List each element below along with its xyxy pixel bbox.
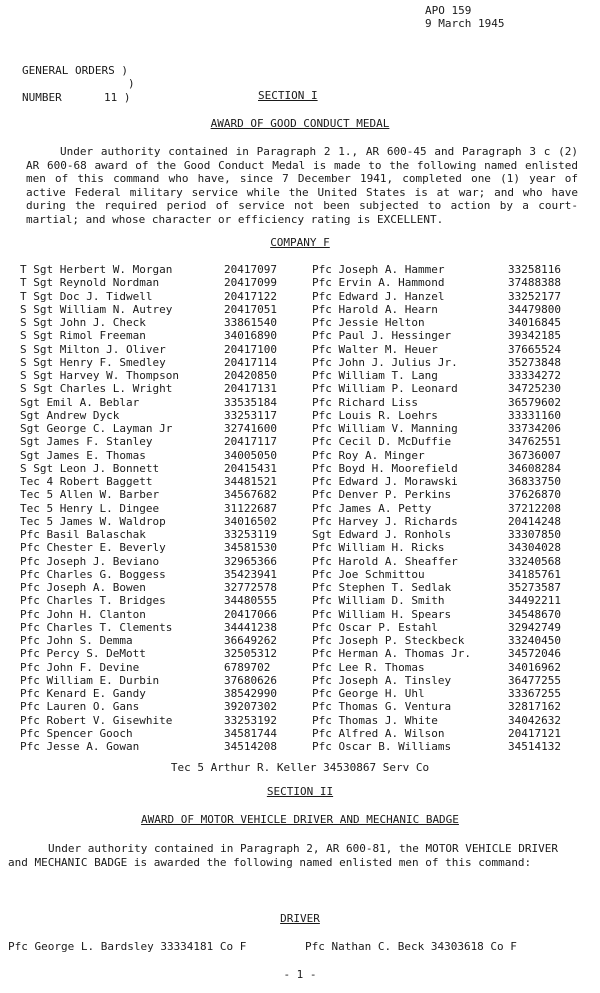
serial-number: 34479800 xyxy=(508,302,561,316)
list-item xyxy=(312,594,561,607)
list-item xyxy=(312,449,561,462)
serial-number: 20417122 xyxy=(224,289,277,303)
serial-number: 34608284 xyxy=(508,461,561,475)
serial-number: 34567682 xyxy=(224,488,277,502)
serial-number: 35273587 xyxy=(508,581,561,594)
soldier-name: Pfc Cecil D. McDuffie xyxy=(312,435,452,449)
serial-number: 32965366 xyxy=(224,554,277,568)
list-item xyxy=(312,568,561,581)
list-item xyxy=(20,303,277,316)
serial-number: 34514132 xyxy=(508,740,561,753)
serial-number: 32741600 xyxy=(224,422,277,435)
serial-number: 35273848 xyxy=(508,355,561,369)
soldier-name: Pfc Thomas G. Ventura xyxy=(312,700,452,714)
driver-heading: DRIVER xyxy=(280,912,320,925)
serial-number: 34548670 xyxy=(508,607,561,621)
list-item xyxy=(312,647,561,660)
soldier-name: S Sgt Rimol Freeman xyxy=(20,329,146,343)
list-item xyxy=(20,647,277,660)
serial-number: 34480555 xyxy=(224,594,277,608)
soldier-name: Pfc John F. Devine xyxy=(20,660,140,674)
list-item xyxy=(312,700,561,713)
driver-entry-left: Pfc George L. Bardsley 33334181 Co F xyxy=(8,940,247,953)
serial-number: 36477255 xyxy=(508,673,561,687)
serial-number: 32772578 xyxy=(224,581,277,594)
soldier-name: Pfc Charles T. Clements xyxy=(20,620,173,634)
list-item xyxy=(312,502,561,515)
serial-number: 33861540 xyxy=(224,316,277,329)
soldier-name: Sgt Andrew Dyck xyxy=(20,408,120,422)
list-item xyxy=(20,674,277,687)
soldier-name: Tec 5 James W. Waldrop xyxy=(20,514,166,528)
list-item xyxy=(20,555,277,568)
soldier-name: Pfc John H. Clanton xyxy=(20,607,146,621)
serial-number: 33331160 xyxy=(508,408,561,422)
soldier-name: Pfc John J. Julius Jr. xyxy=(312,355,458,369)
list-item xyxy=(312,581,561,594)
list-item xyxy=(20,581,277,594)
serial-number: 31122687 xyxy=(224,501,277,515)
list-item xyxy=(20,449,277,462)
soldier-name: T Sgt Reynold Nordman xyxy=(20,276,160,290)
soldier-name: Sgt George C. Layman Jr xyxy=(20,422,173,435)
soldier-name: Sgt James E. Thomas xyxy=(20,448,146,462)
list-item xyxy=(312,488,561,501)
soldier-name: Pfc Joseph A. Tinsley xyxy=(312,673,452,687)
list-item xyxy=(20,329,277,342)
section-1-paragraph: Under authority contained in Paragraph 2 1., AR 600-45 and Paragraph 3 c (2) AR 600-68 award of the Good Conduct Medal is made to the following named enlisted men of this command who have, since 7 December 1941, completed one (1) year of active Federal military service while the United States is at war; and who have during the required period of service not been subjected to action by a court-martial; and whose character or efficiency rating is EXCELLENT. xyxy=(26,145,578,226)
soldier-name: Pfc William H. Spears xyxy=(312,607,452,621)
general-orders-label: GENERAL ORDERS ) xyxy=(22,64,128,77)
serial-number: 32817162 xyxy=(508,700,561,714)
serial-number: 33253117 xyxy=(224,408,277,422)
list-item xyxy=(20,290,277,303)
serial-number: 20420850 xyxy=(224,369,277,382)
serial-number: 20417051 xyxy=(224,302,277,316)
soldier-name: Pfc Harold A. Hearn xyxy=(312,302,438,316)
soldier-name: Pfc William V. Manning xyxy=(312,422,458,435)
soldier-name: Pfc Lee R. Thomas xyxy=(312,660,425,674)
list-item xyxy=(312,409,561,422)
soldier-name: Pfc Alfred A. Wilson xyxy=(312,726,445,740)
serial-number: 34016890 xyxy=(224,329,277,343)
list-item xyxy=(20,382,277,395)
soldier-name: Pfc William E. Durbin xyxy=(20,673,160,687)
serial-number: 32505312 xyxy=(224,647,277,661)
soldier-name: S Sgt Henry F. Smedley xyxy=(20,355,166,369)
list-item xyxy=(20,700,277,713)
soldier-name: Pfc Basil Balaschak xyxy=(20,528,146,541)
soldier-name: Pfc Thomas J. White xyxy=(312,713,438,727)
list-item xyxy=(312,316,561,329)
list-item xyxy=(20,541,277,554)
serial-number: 34016502 xyxy=(224,514,277,528)
serial-number: 37626870 xyxy=(508,488,561,502)
list-item xyxy=(312,263,561,276)
soldier-name: Pfc Harvey J. Richards xyxy=(312,514,458,528)
serial-number: 20415431 xyxy=(224,461,277,475)
soldier-name: Pfc Jessie Helton xyxy=(312,316,425,329)
list-item xyxy=(312,290,561,303)
soldier-name: Pfc Louis R. Loehrs xyxy=(312,408,438,422)
list-item xyxy=(20,502,277,515)
serial-number: 38542990 xyxy=(224,687,277,700)
soldier-name: Pfc James A. Petty xyxy=(312,501,432,515)
serial-number: 20417131 xyxy=(224,382,277,396)
serial-number: 36579602 xyxy=(508,395,561,409)
soldier-name: Pfc Herman A. Thomas Jr. xyxy=(312,647,471,661)
list-item xyxy=(20,740,277,753)
serial-number: 20417117 xyxy=(224,435,277,449)
list-item xyxy=(20,276,277,289)
soldier-name: Pfc Roy A. Minger xyxy=(312,448,425,462)
section-2-paragraph: Under authority contained in Paragraph 2, AR 600-81, the MOTOR VEHICLE DRIVER and MECHANIC BADGE is awarded the following named enlisted men of this command: xyxy=(8,842,558,869)
soldier-name: Pfc Charles T. Bridges xyxy=(20,594,166,608)
good-conduct-award-title: AWARD OF GOOD CONDUCT MEDAL xyxy=(210,117,390,130)
soldier-name: S Sgt John J. Check xyxy=(20,316,146,329)
serial-number: 37488388 xyxy=(508,276,561,290)
list-item xyxy=(20,634,277,647)
serial-number: 34492211 xyxy=(508,594,561,608)
soldier-name: Sgt Edward J. Ronhols xyxy=(312,528,452,541)
apo-number: APO 159 xyxy=(425,4,472,17)
serial-number: 36649262 xyxy=(224,634,277,647)
serial-number: 34481521 xyxy=(224,475,277,488)
list-item xyxy=(20,687,277,700)
list-item xyxy=(312,608,561,621)
serial-number: 20417100 xyxy=(224,342,277,356)
list-item xyxy=(20,263,277,276)
list-item xyxy=(20,422,277,435)
list-item xyxy=(312,661,561,674)
soldier-name: Pfc Joseph P. Steckbeck xyxy=(312,634,465,647)
serial-number: 33535184 xyxy=(224,395,277,409)
soldier-name: Pfc Boyd H. Moorefield xyxy=(312,461,458,475)
list-item xyxy=(312,276,561,289)
soldier-name: Pfc Joseph J. Beviano xyxy=(20,554,160,568)
serial-number: 34572046 xyxy=(508,647,561,661)
soldier-name: Tec 4 Robert Baggett xyxy=(20,475,153,488)
serial-number: 34514208 xyxy=(224,740,277,753)
list-item xyxy=(312,303,561,316)
soldier-name: S Sgt Milton J. Oliver xyxy=(20,342,166,356)
soldier-name: Pfc Joseph A. Hammer xyxy=(312,263,445,276)
list-item xyxy=(20,356,277,369)
list-item xyxy=(312,329,561,342)
number-label: NUMBER xyxy=(22,91,62,104)
soldier-name: S Sgt Harvey W. Thompson xyxy=(20,369,179,382)
list-item xyxy=(20,594,277,607)
serial-number: 33253119 xyxy=(224,528,277,541)
list-item xyxy=(20,568,277,581)
serial-number: 33252177 xyxy=(508,289,561,303)
serial-number: 20417121 xyxy=(508,726,561,740)
serial-number: 34016845 xyxy=(508,316,561,329)
company-heading: COMPANY F xyxy=(270,236,330,249)
list-item xyxy=(20,528,277,541)
serial-number: 33307850 xyxy=(508,528,561,541)
serial-number: 34042632 xyxy=(508,713,561,727)
soldier-name: Pfc Walter M. Heuer xyxy=(312,342,438,356)
left-name-list xyxy=(20,263,277,753)
soldier-name: Sgt Emil A. Beblar xyxy=(20,395,140,409)
soldier-name: Pfc William H. Ricks xyxy=(312,541,445,555)
list-item xyxy=(20,343,277,356)
soldier-name: Pfc Joseph A. Bowen xyxy=(20,581,146,594)
list-item xyxy=(312,462,561,475)
list-item xyxy=(312,727,561,740)
serial-number: 34185761 xyxy=(508,567,561,581)
list-item xyxy=(312,687,561,700)
serial-number: 20417066 xyxy=(224,607,277,621)
soldier-name: Pfc Denver P. Perkins xyxy=(312,488,452,502)
soldier-name: S Sgt William N. Autrey xyxy=(20,302,173,316)
serial-number: 6789702 xyxy=(224,660,271,674)
page-number: - 1 - xyxy=(283,968,317,981)
serial-number: 39207302 xyxy=(224,700,277,714)
soldier-name: Pfc Kenard E. Gandy xyxy=(20,687,146,700)
list-item xyxy=(20,515,277,528)
list-item xyxy=(312,396,561,409)
soldier-name: Pfc Robert V. Gisewhite xyxy=(20,713,173,727)
serial-number: 34016962 xyxy=(508,660,561,674)
list-item xyxy=(20,435,277,448)
list-item xyxy=(312,528,561,541)
soldier-name: T Sgt Herbert W. Morgan xyxy=(20,263,173,276)
soldier-name: Pfc Richard Liss xyxy=(312,395,418,409)
soldier-name: Sgt James F. Stanley xyxy=(20,435,153,449)
serial-number: 20414248 xyxy=(508,514,561,528)
serial-number: 33734206 xyxy=(508,422,561,435)
soldier-name: Pfc Harold A. Sheaffer xyxy=(312,554,458,568)
list-item xyxy=(312,634,561,647)
soldier-name: Pfc Oscar B. Williams xyxy=(312,740,452,753)
soldier-name: Pfc John S. Demma xyxy=(20,634,133,647)
order-date: 9 March 1945 xyxy=(425,17,505,30)
serial-number: 36833750 xyxy=(508,475,561,488)
list-item xyxy=(20,316,277,329)
serial-number: 34304028 xyxy=(508,541,561,555)
extra-award-line: Tec 5 Arthur R. Keller 34530867 Serv Co xyxy=(170,761,430,774)
soldier-name: Pfc George H. Uhl xyxy=(312,687,425,700)
soldier-name: Pfc Edward J. Morawski xyxy=(312,475,458,488)
list-item xyxy=(20,714,277,727)
soldier-name: Pfc William D. Smith xyxy=(312,594,445,608)
driver-entry-right: Pfc Nathan C. Beck 34303618 Co F xyxy=(305,940,517,953)
list-item xyxy=(312,674,561,687)
serial-number: 34441238 xyxy=(224,620,277,634)
soldier-name: Pfc Paul J. Hessinger xyxy=(312,329,452,343)
soldier-name: Pfc Charles G. Boggess xyxy=(20,567,166,581)
serial-number: 39342185 xyxy=(508,329,561,343)
soldier-name: Pfc Lauren O. Gans xyxy=(20,700,140,714)
serial-number: 37212208 xyxy=(508,501,561,515)
soldier-name: T Sgt Doc J. Tidwell xyxy=(20,289,153,303)
number-value: 11 ) xyxy=(104,91,131,104)
soldier-name: Pfc Joe Schmittou xyxy=(312,567,425,581)
list-item xyxy=(20,608,277,621)
soldier-name: Pfc Chester E. Beverly xyxy=(20,541,166,555)
list-item xyxy=(312,621,561,634)
list-item xyxy=(20,462,277,475)
serial-number: 33253192 xyxy=(224,713,277,727)
list-item xyxy=(20,727,277,740)
soldier-name: Pfc Stephen T. Sedlak xyxy=(312,581,452,594)
list-item xyxy=(312,356,561,369)
serial-number: 20417114 xyxy=(224,355,277,369)
list-item xyxy=(20,369,277,382)
serial-number: 33240450 xyxy=(508,634,561,647)
order-bracket: ) xyxy=(128,77,135,90)
soldier-name: Pfc Percy S. DeMott xyxy=(20,647,146,661)
serial-number: 33240568 xyxy=(508,554,561,568)
soldier-name: Pfc Spencer Gooch xyxy=(20,726,133,740)
serial-number: 34581530 xyxy=(224,541,277,555)
serial-number: 35423941 xyxy=(224,567,277,581)
serial-number: 20417099 xyxy=(224,276,277,290)
soldier-name: Pfc Jesse A. Gowan xyxy=(20,740,140,753)
soldier-name: Pfc Ervin A. Hammond xyxy=(312,276,445,290)
serial-number: 34762551 xyxy=(508,435,561,449)
list-item xyxy=(312,435,561,448)
list-item xyxy=(312,475,561,488)
section-2-title: SECTION II xyxy=(266,785,334,798)
right-name-list xyxy=(312,263,561,753)
list-item xyxy=(312,714,561,727)
motor-vehicle-award-title: AWARD OF MOTOR VEHICLE DRIVER AND MECHANIC BADGE xyxy=(141,813,459,826)
list-item xyxy=(312,740,561,753)
soldier-name: Tec 5 Allen W. Barber xyxy=(20,488,160,502)
serial-number: 33258116 xyxy=(508,263,561,276)
serial-number: 34581744 xyxy=(224,726,277,740)
list-item xyxy=(312,422,561,435)
list-item xyxy=(20,396,277,409)
serial-number: 36736007 xyxy=(508,448,561,462)
serial-number: 37680626 xyxy=(224,673,277,687)
soldier-name: S Sgt Charles L. Wright xyxy=(20,382,173,396)
list-item xyxy=(312,515,561,528)
serial-number: 34725230 xyxy=(508,382,561,396)
list-item xyxy=(20,488,277,501)
section-1-title: SECTION I xyxy=(258,89,318,102)
list-item xyxy=(20,621,277,634)
list-item xyxy=(20,475,277,488)
soldier-name: Tec 5 Henry L. Dingee xyxy=(20,501,160,515)
serial-number: 37665524 xyxy=(508,342,561,356)
serial-number: 32942749 xyxy=(508,620,561,634)
list-item xyxy=(312,555,561,568)
list-item xyxy=(312,541,561,554)
soldier-name: Pfc William P. Leonard xyxy=(312,382,458,396)
soldier-name: Pfc William T. Lang xyxy=(312,369,438,382)
serial-number: 34005050 xyxy=(224,448,277,462)
soldier-name: Pfc Edward J. Hanzel xyxy=(312,289,445,303)
soldier-name: Pfc Oscar P. Estahl xyxy=(312,620,438,634)
list-item xyxy=(312,343,561,356)
list-item xyxy=(20,661,277,674)
list-item xyxy=(312,382,561,395)
serial-number: 33334272 xyxy=(508,369,561,382)
serial-number: 33367255 xyxy=(508,687,561,700)
list-item xyxy=(20,409,277,422)
list-item xyxy=(312,369,561,382)
serial-number: 20417097 xyxy=(224,263,277,276)
soldier-name: S Sgt Leon J. Bonnett xyxy=(20,461,160,475)
